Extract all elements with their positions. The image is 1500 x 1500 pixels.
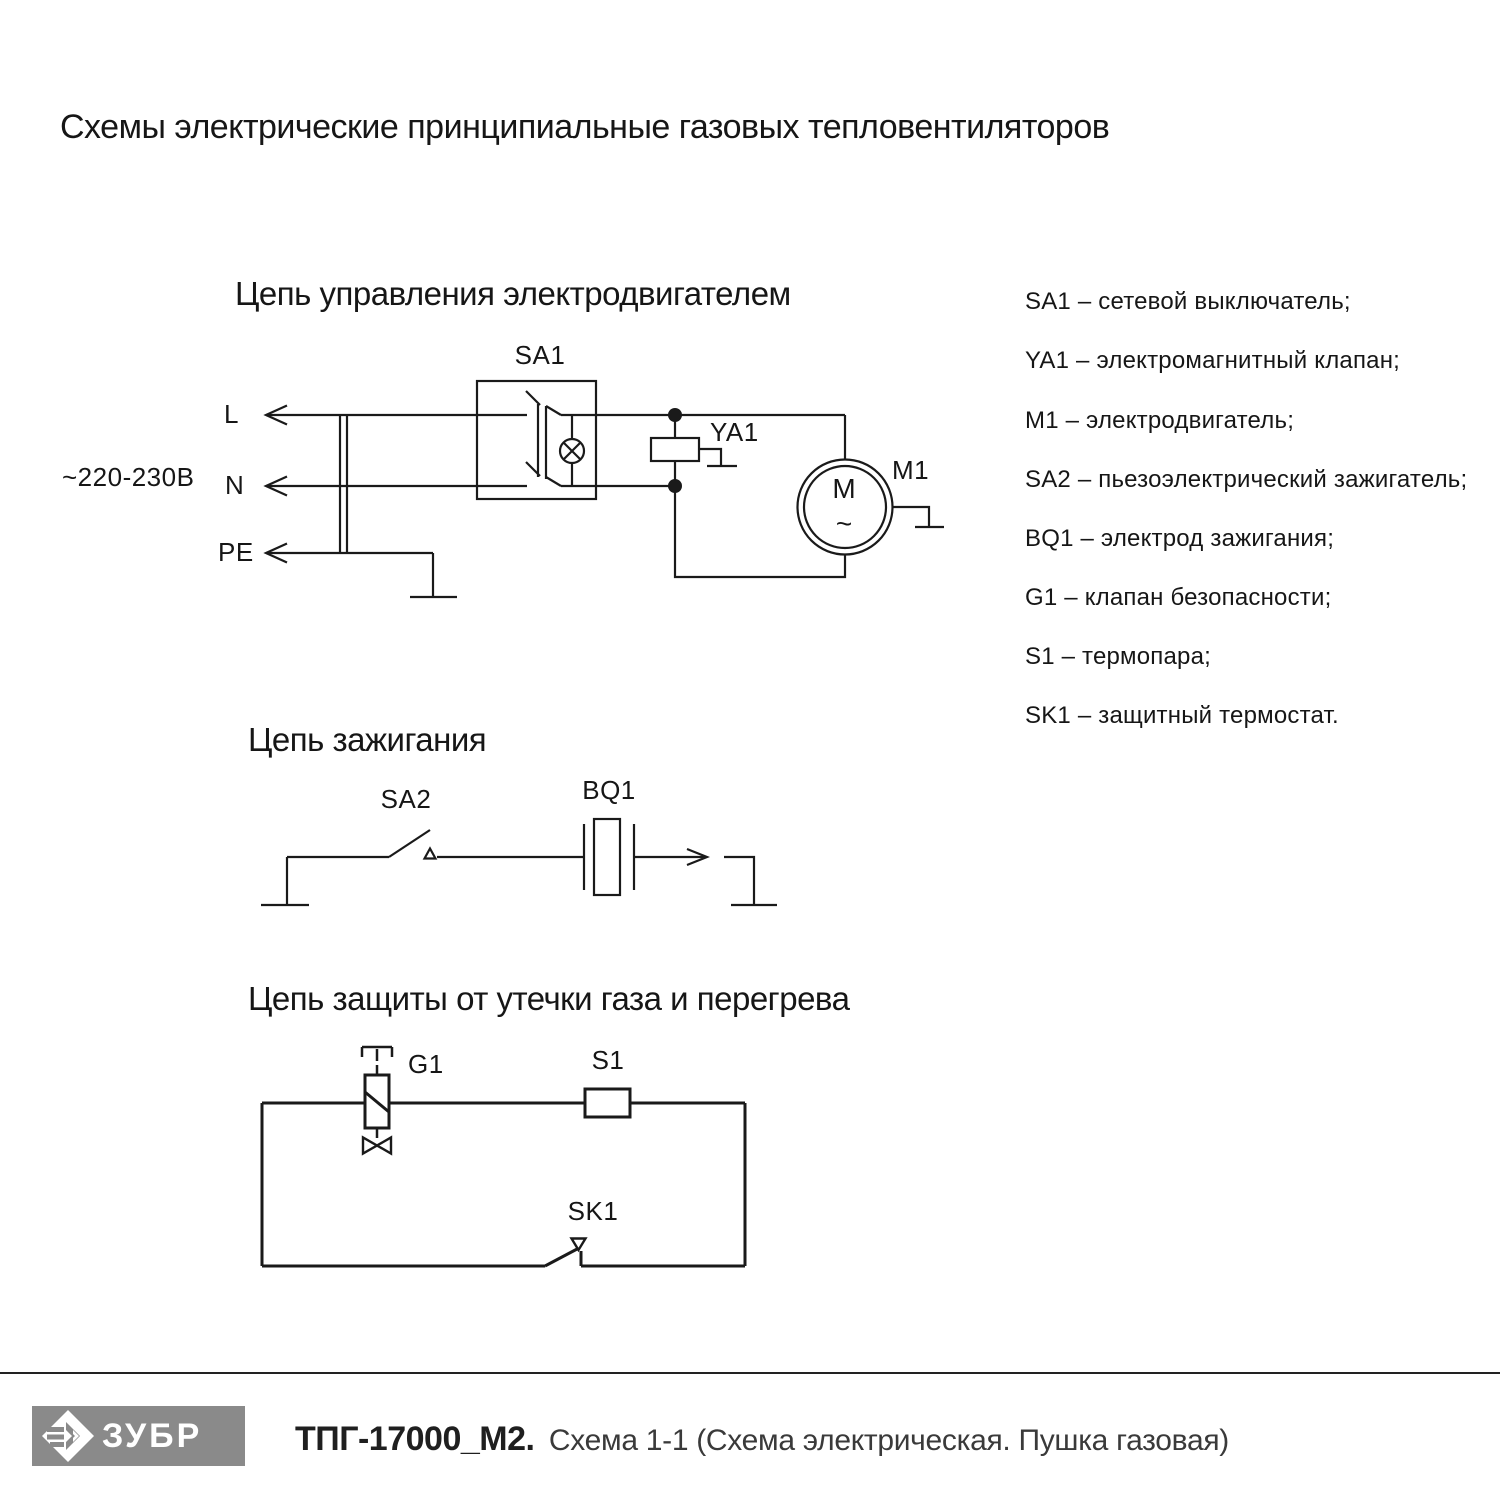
model-number: ТПГ-17000_М2. [295,1420,535,1458]
supply-voltage-label: ~220-230В [62,462,195,492]
bq1-label: BQ1 [582,775,636,805]
motor-ac-sign: ~ [835,508,853,539]
g1-thermo-element [362,1047,392,1075]
right-earth [724,857,777,905]
schematic-caption: Схема 1-1 (Схема электрическая. Пушка газовая) [548,1424,1229,1457]
sa1-label: SA1 [514,340,566,370]
line-pe-label: PE [218,537,254,567]
protection-heading: Цепь защиты от утечки газа и перегрева [248,980,850,1017]
ignition-heading: Цепь зажигания [248,721,487,758]
line-n-label: N [225,470,245,500]
zubr-diamond-icon [40,1408,96,1464]
footer-caption-line [295,1420,1229,1459]
legend-item-ya1: YA1 – электромагнитный клапан; [1025,347,1401,374]
page-title: Схемы электрические принципиальные газовых тепловентиляторов [60,108,1110,146]
g1-label: G1 [408,1049,444,1079]
s1-thermocouple-body [585,1089,630,1117]
junction-dots [668,408,682,493]
m1-label: M1 [892,455,930,485]
sk1-blade [545,1248,579,1266]
ya1-earth [699,449,737,466]
motor-earth [893,507,945,527]
sk1-contact-triangle [572,1239,586,1251]
left-earth [261,857,309,905]
bq1-body [594,819,620,895]
legend-item-sa2: SA2 – пьезоэлектрический зажигатель; [1025,466,1468,493]
sa2-blade [389,830,430,857]
motor-letter: M [832,473,856,504]
g1-gas-valve-bowtie [363,1138,391,1154]
footer-divider [0,1372,1500,1374]
motor-control-heading: Цепь управления электродвигателем [235,275,791,312]
ya1-label: YA1 [710,417,759,447]
sa2-contact-triangle [425,849,436,859]
legend-item-bq1: BQ1 – электрод зажигания; [1025,525,1335,552]
legend-item-g1: G1 – клапан безопасности; [1025,584,1332,611]
legend-item-sa1: SA1 – сетевой выключатель; [1025,288,1351,315]
pe-earth [410,553,457,597]
legend-item-sk1: SK1 – защитный термостат. [1025,702,1339,729]
sk1-label: SK1 [567,1196,619,1226]
legend-item-s1: S1 – термопара; [1025,643,1212,670]
ignition-circuit-drawing [261,819,777,905]
s1-label: S1 [591,1045,625,1075]
sa2-label: SA2 [380,784,432,814]
line-l-label: L [224,399,239,429]
brand-logo [32,1406,245,1466]
brand-name: ЗУБР [102,1416,203,1455]
protection-circuit-drawing [262,1047,745,1266]
legend-item-m1: M1 – электродвигатель; [1025,407,1295,434]
